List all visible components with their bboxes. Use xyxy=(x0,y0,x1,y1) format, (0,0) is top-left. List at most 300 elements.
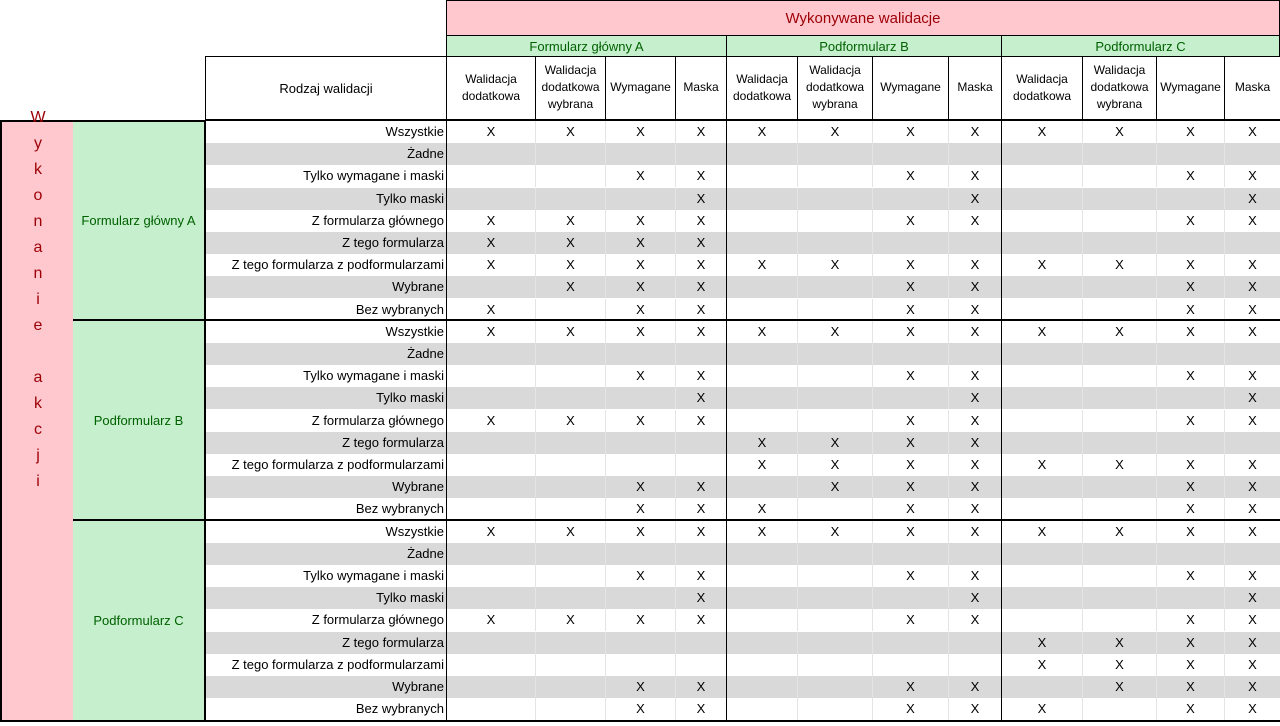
mark-cell[interactable] xyxy=(726,165,797,187)
mark-cell[interactable]: X xyxy=(605,321,675,343)
mark-cell[interactable] xyxy=(872,632,948,654)
mark-cell[interactable]: X xyxy=(446,609,535,631)
mark-cell[interactable] xyxy=(446,165,535,187)
mark-cell[interactable]: X xyxy=(872,432,948,454)
mark-cell[interactable]: X xyxy=(675,210,726,232)
mark-cell[interactable]: X xyxy=(948,454,1001,476)
mark-cell[interactable] xyxy=(1156,143,1224,165)
mark-cell[interactable] xyxy=(797,543,872,565)
mark-cell[interactable] xyxy=(726,276,797,298)
mark-cell[interactable]: X xyxy=(1156,476,1224,498)
mark-cell[interactable]: X xyxy=(675,476,726,498)
mark-cell[interactable]: X xyxy=(675,565,726,587)
mark-cell[interactable]: X xyxy=(1156,210,1224,232)
mark-cell[interactable]: X xyxy=(675,609,726,631)
mark-cell[interactable]: X xyxy=(1156,609,1224,631)
mark-cell[interactable] xyxy=(535,365,605,387)
mark-cell[interactable]: X xyxy=(1224,254,1280,276)
mark-cell[interactable] xyxy=(446,565,535,587)
mark-cell[interactable] xyxy=(605,188,675,210)
mark-cell[interactable] xyxy=(797,387,872,409)
mark-cell[interactable] xyxy=(1001,432,1082,454)
mark-cell[interactable] xyxy=(726,476,797,498)
mark-cell[interactable]: X xyxy=(675,365,726,387)
mark-cell[interactable]: X xyxy=(1224,365,1280,387)
mark-cell[interactable]: X xyxy=(1156,498,1224,520)
mark-cell[interactable]: X xyxy=(1156,365,1224,387)
mark-cell[interactable] xyxy=(446,654,535,676)
mark-cell[interactable]: X xyxy=(535,521,605,543)
mark-cell[interactable]: X xyxy=(446,321,535,343)
mark-cell[interactable]: X xyxy=(605,609,675,631)
mark-cell[interactable] xyxy=(1224,543,1280,565)
mark-cell[interactable]: X xyxy=(675,676,726,698)
mark-cell[interactable]: X xyxy=(1224,565,1280,587)
mark-cell[interactable] xyxy=(726,365,797,387)
mark-cell[interactable]: X xyxy=(1082,254,1156,276)
mark-cell[interactable] xyxy=(797,143,872,165)
mark-cell[interactable]: X xyxy=(446,410,535,432)
mark-cell[interactable] xyxy=(1001,387,1082,409)
mark-cell[interactable]: X xyxy=(446,299,535,321)
mark-cell[interactable]: X xyxy=(872,276,948,298)
mark-cell[interactable]: X xyxy=(797,254,872,276)
mark-cell[interactable] xyxy=(446,387,535,409)
mark-cell[interactable]: X xyxy=(1156,454,1224,476)
mark-cell[interactable] xyxy=(605,587,675,609)
mark-cell[interactable] xyxy=(1001,676,1082,698)
mark-cell[interactable]: X xyxy=(872,321,948,343)
mark-cell[interactable] xyxy=(726,654,797,676)
mark-cell[interactable] xyxy=(535,543,605,565)
mark-cell[interactable] xyxy=(797,343,872,365)
mark-cell[interactable]: X xyxy=(675,698,726,720)
mark-cell[interactable]: X xyxy=(1224,410,1280,432)
mark-cell[interactable]: X xyxy=(1224,188,1280,210)
mark-cell[interactable]: X xyxy=(535,321,605,343)
mark-cell[interactable] xyxy=(446,276,535,298)
mark-cell[interactable]: X xyxy=(1224,521,1280,543)
mark-cell[interactable] xyxy=(535,498,605,520)
mark-cell[interactable]: X xyxy=(605,165,675,187)
mark-cell[interactable] xyxy=(948,343,1001,365)
mark-cell[interactable] xyxy=(1156,232,1224,254)
mark-cell[interactable] xyxy=(1082,210,1156,232)
mark-cell[interactable]: X xyxy=(948,299,1001,321)
mark-cell[interactable]: X xyxy=(1001,454,1082,476)
mark-cell[interactable] xyxy=(535,676,605,698)
mark-cell[interactable]: X xyxy=(1001,654,1082,676)
mark-cell[interactable] xyxy=(1001,143,1082,165)
mark-cell[interactable]: X xyxy=(1156,254,1224,276)
mark-cell[interactable]: X xyxy=(1224,454,1280,476)
mark-cell[interactable]: X xyxy=(797,476,872,498)
mark-cell[interactable] xyxy=(1082,188,1156,210)
mark-cell[interactable]: X xyxy=(605,210,675,232)
mark-cell[interactable] xyxy=(446,476,535,498)
mark-cell[interactable]: X xyxy=(605,565,675,587)
mark-cell[interactable]: X xyxy=(872,498,948,520)
mark-cell[interactable] xyxy=(446,498,535,520)
mark-cell[interactable]: X xyxy=(1156,698,1224,720)
mark-cell[interactable]: X xyxy=(1156,676,1224,698)
mark-cell[interactable]: X xyxy=(726,432,797,454)
mark-cell[interactable]: X xyxy=(1224,387,1280,409)
mark-cell[interactable] xyxy=(1001,343,1082,365)
mark-cell[interactable]: X xyxy=(605,254,675,276)
mark-cell[interactable]: X xyxy=(605,698,675,720)
mark-cell[interactable]: X xyxy=(948,365,1001,387)
mark-cell[interactable]: X xyxy=(605,410,675,432)
mark-cell[interactable] xyxy=(1001,410,1082,432)
mark-cell[interactable] xyxy=(675,454,726,476)
mark-cell[interactable] xyxy=(726,698,797,720)
mark-cell[interactable] xyxy=(1001,498,1082,520)
mark-cell[interactable] xyxy=(1082,432,1156,454)
mark-cell[interactable] xyxy=(1156,543,1224,565)
mark-cell[interactable]: X xyxy=(1224,609,1280,631)
mark-cell[interactable]: X xyxy=(948,609,1001,631)
mark-cell[interactable]: X xyxy=(948,521,1001,543)
mark-cell[interactable]: X xyxy=(675,299,726,321)
mark-cell[interactable] xyxy=(446,632,535,654)
mark-cell[interactable] xyxy=(797,232,872,254)
mark-cell[interactable] xyxy=(446,454,535,476)
mark-cell[interactable] xyxy=(726,632,797,654)
mark-cell[interactable] xyxy=(1001,188,1082,210)
mark-cell[interactable] xyxy=(1224,343,1280,365)
mark-cell[interactable]: X xyxy=(446,521,535,543)
mark-cell[interactable]: X xyxy=(872,299,948,321)
mark-cell[interactable]: X xyxy=(948,698,1001,720)
mark-cell[interactable]: X xyxy=(872,609,948,631)
mark-cell[interactable] xyxy=(446,676,535,698)
mark-cell[interactable]: X xyxy=(872,476,948,498)
mark-cell[interactable]: X xyxy=(948,476,1001,498)
mark-cell[interactable] xyxy=(797,632,872,654)
mark-cell[interactable] xyxy=(1082,143,1156,165)
mark-cell[interactable]: X xyxy=(948,321,1001,343)
mark-cell[interactable]: X xyxy=(1156,121,1224,143)
mark-cell[interactable] xyxy=(1082,276,1156,298)
mark-cell[interactable] xyxy=(446,143,535,165)
mark-cell[interactable]: X xyxy=(1224,654,1280,676)
mark-cell[interactable]: X xyxy=(1224,321,1280,343)
mark-cell[interactable]: X xyxy=(948,587,1001,609)
mark-cell[interactable] xyxy=(1001,476,1082,498)
mark-cell[interactable]: X xyxy=(535,410,605,432)
mark-cell[interactable] xyxy=(872,387,948,409)
mark-cell[interactable] xyxy=(446,543,535,565)
mark-cell[interactable] xyxy=(446,343,535,365)
mark-cell[interactable]: X xyxy=(675,498,726,520)
mark-cell[interactable] xyxy=(1001,565,1082,587)
mark-cell[interactable] xyxy=(948,543,1001,565)
mark-cell[interactable]: X xyxy=(1224,476,1280,498)
mark-cell[interactable]: X xyxy=(1001,632,1082,654)
mark-cell[interactable]: X xyxy=(675,410,726,432)
mark-cell[interactable]: X xyxy=(797,521,872,543)
mark-cell[interactable]: X xyxy=(605,476,675,498)
mark-cell[interactable]: X xyxy=(605,121,675,143)
mark-cell[interactable] xyxy=(535,143,605,165)
mark-cell[interactable] xyxy=(726,410,797,432)
mark-cell[interactable]: X xyxy=(675,587,726,609)
mark-cell[interactable]: X xyxy=(1224,676,1280,698)
mark-cell[interactable] xyxy=(797,565,872,587)
mark-cell[interactable] xyxy=(535,454,605,476)
mark-cell[interactable]: X xyxy=(605,232,675,254)
mark-cell[interactable]: X xyxy=(1082,454,1156,476)
mark-cell[interactable]: X xyxy=(872,521,948,543)
mark-cell[interactable]: X xyxy=(446,210,535,232)
mark-cell[interactable]: X xyxy=(675,321,726,343)
mark-cell[interactable] xyxy=(1001,210,1082,232)
mark-cell[interactable] xyxy=(1224,432,1280,454)
mark-cell[interactable]: X xyxy=(1001,254,1082,276)
mark-cell[interactable]: X xyxy=(726,521,797,543)
mark-cell[interactable] xyxy=(675,432,726,454)
mark-cell[interactable]: X xyxy=(948,188,1001,210)
mark-cell[interactable] xyxy=(446,432,535,454)
mark-cell[interactable]: X xyxy=(948,121,1001,143)
mark-cell[interactable] xyxy=(1082,365,1156,387)
mark-cell[interactable] xyxy=(1082,498,1156,520)
mark-cell[interactable]: X xyxy=(872,565,948,587)
mark-cell[interactable]: X xyxy=(535,254,605,276)
mark-cell[interactable] xyxy=(726,543,797,565)
mark-cell[interactable] xyxy=(726,232,797,254)
mark-cell[interactable]: X xyxy=(1001,698,1082,720)
mark-cell[interactable]: X xyxy=(535,276,605,298)
mark-cell[interactable]: X xyxy=(1001,121,1082,143)
mark-cell[interactable] xyxy=(1082,410,1156,432)
mark-cell[interactable]: X xyxy=(605,498,675,520)
mark-cell[interactable] xyxy=(948,232,1001,254)
mark-cell[interactable]: X xyxy=(948,387,1001,409)
mark-cell[interactable] xyxy=(1001,587,1082,609)
mark-cell[interactable] xyxy=(872,343,948,365)
mark-cell[interactable]: X xyxy=(1082,521,1156,543)
mark-cell[interactable] xyxy=(797,299,872,321)
mark-cell[interactable]: X xyxy=(872,210,948,232)
mark-cell[interactable] xyxy=(797,276,872,298)
mark-cell[interactable]: X xyxy=(872,676,948,698)
mark-cell[interactable] xyxy=(605,543,675,565)
mark-cell[interactable]: X xyxy=(1224,587,1280,609)
mark-cell[interactable] xyxy=(446,365,535,387)
mark-cell[interactable]: X xyxy=(797,432,872,454)
mark-cell[interactable]: X xyxy=(726,498,797,520)
mark-cell[interactable] xyxy=(535,188,605,210)
mark-cell[interactable] xyxy=(872,188,948,210)
mark-cell[interactable] xyxy=(1156,432,1224,454)
mark-cell[interactable]: X xyxy=(675,254,726,276)
mark-cell[interactable] xyxy=(872,587,948,609)
mark-cell[interactable] xyxy=(605,654,675,676)
mark-cell[interactable]: X xyxy=(948,410,1001,432)
mark-cell[interactable]: X xyxy=(1156,654,1224,676)
mark-cell[interactable] xyxy=(1224,232,1280,254)
mark-cell[interactable] xyxy=(1082,543,1156,565)
mark-cell[interactable] xyxy=(675,632,726,654)
mark-cell[interactable] xyxy=(1001,609,1082,631)
mark-cell[interactable] xyxy=(535,476,605,498)
mark-cell[interactable] xyxy=(535,343,605,365)
mark-cell[interactable] xyxy=(605,387,675,409)
mark-cell[interactable] xyxy=(446,698,535,720)
mark-cell[interactable]: X xyxy=(1156,632,1224,654)
mark-cell[interactable]: X xyxy=(1156,565,1224,587)
mark-cell[interactable] xyxy=(1082,698,1156,720)
mark-cell[interactable]: X xyxy=(1082,654,1156,676)
mark-cell[interactable]: X xyxy=(872,121,948,143)
mark-cell[interactable] xyxy=(535,654,605,676)
mark-cell[interactable] xyxy=(726,188,797,210)
mark-cell[interactable]: X xyxy=(605,276,675,298)
mark-cell[interactable]: X xyxy=(726,254,797,276)
mark-cell[interactable]: X xyxy=(675,232,726,254)
mark-cell[interactable] xyxy=(605,454,675,476)
mark-cell[interactable]: X xyxy=(797,321,872,343)
mark-cell[interactable] xyxy=(535,632,605,654)
mark-cell[interactable]: X xyxy=(1156,276,1224,298)
mark-cell[interactable]: X xyxy=(1156,165,1224,187)
mark-cell[interactable] xyxy=(675,654,726,676)
mark-cell[interactable] xyxy=(726,676,797,698)
mark-cell[interactable]: X xyxy=(675,188,726,210)
mark-cell[interactable]: X xyxy=(948,165,1001,187)
mark-cell[interactable] xyxy=(797,676,872,698)
mark-cell[interactable] xyxy=(797,587,872,609)
mark-cell[interactable] xyxy=(797,165,872,187)
mark-cell[interactable] xyxy=(726,210,797,232)
mark-cell[interactable]: X xyxy=(797,121,872,143)
mark-cell[interactable] xyxy=(1001,543,1082,565)
mark-cell[interactable] xyxy=(797,654,872,676)
mark-cell[interactable] xyxy=(605,343,675,365)
mark-cell[interactable] xyxy=(1082,299,1156,321)
mark-cell[interactable] xyxy=(535,165,605,187)
mark-cell[interactable]: X xyxy=(675,276,726,298)
mark-cell[interactable]: X xyxy=(675,121,726,143)
mark-cell[interactable] xyxy=(797,410,872,432)
mark-cell[interactable]: X xyxy=(1082,321,1156,343)
mark-cell[interactable] xyxy=(446,587,535,609)
mark-cell[interactable]: X xyxy=(1224,121,1280,143)
mark-cell[interactable]: X xyxy=(605,521,675,543)
mark-cell[interactable] xyxy=(535,299,605,321)
mark-cell[interactable] xyxy=(446,188,535,210)
mark-cell[interactable] xyxy=(797,609,872,631)
mark-cell[interactable]: X xyxy=(446,121,535,143)
mark-cell[interactable]: X xyxy=(726,321,797,343)
mark-cell[interactable]: X xyxy=(1156,410,1224,432)
mark-cell[interactable]: X xyxy=(1224,299,1280,321)
mark-cell[interactable] xyxy=(726,565,797,587)
mark-cell[interactable] xyxy=(797,698,872,720)
mark-cell[interactable]: X xyxy=(948,432,1001,454)
mark-cell[interactable] xyxy=(797,210,872,232)
mark-cell[interactable] xyxy=(535,565,605,587)
mark-cell[interactable] xyxy=(1156,343,1224,365)
mark-cell[interactable] xyxy=(726,387,797,409)
mark-cell[interactable]: X xyxy=(948,254,1001,276)
mark-cell[interactable] xyxy=(605,432,675,454)
mark-cell[interactable] xyxy=(948,632,1001,654)
mark-cell[interactable]: X xyxy=(872,254,948,276)
mark-cell[interactable] xyxy=(1082,609,1156,631)
mark-cell[interactable] xyxy=(1082,343,1156,365)
mark-cell[interactable] xyxy=(535,432,605,454)
mark-cell[interactable] xyxy=(726,587,797,609)
mark-cell[interactable]: X xyxy=(1224,210,1280,232)
mark-cell[interactable]: X xyxy=(535,210,605,232)
mark-cell[interactable]: X xyxy=(1001,521,1082,543)
mark-cell[interactable]: X xyxy=(605,676,675,698)
mark-cell[interactable]: X xyxy=(1224,698,1280,720)
mark-cell[interactable]: X xyxy=(535,609,605,631)
mark-cell[interactable]: X xyxy=(872,365,948,387)
mark-cell[interactable] xyxy=(1082,387,1156,409)
mark-cell[interactable] xyxy=(1156,188,1224,210)
mark-cell[interactable] xyxy=(726,343,797,365)
mark-cell[interactable]: X xyxy=(797,454,872,476)
mark-cell[interactable] xyxy=(1082,232,1156,254)
mark-cell[interactable]: X xyxy=(675,521,726,543)
mark-cell[interactable]: X xyxy=(1001,321,1082,343)
mark-cell[interactable]: X xyxy=(1082,632,1156,654)
mark-cell[interactable] xyxy=(1082,165,1156,187)
mark-cell[interactable]: X xyxy=(446,232,535,254)
mark-cell[interactable] xyxy=(797,188,872,210)
mark-cell[interactable] xyxy=(726,609,797,631)
mark-cell[interactable]: X xyxy=(1082,121,1156,143)
mark-cell[interactable]: X xyxy=(1156,321,1224,343)
mark-cell[interactable]: X xyxy=(726,454,797,476)
mark-cell[interactable]: X xyxy=(872,698,948,720)
mark-cell[interactable]: X xyxy=(1224,276,1280,298)
mark-cell[interactable]: X xyxy=(1224,498,1280,520)
mark-cell[interactable] xyxy=(797,498,872,520)
mark-cell[interactable] xyxy=(535,698,605,720)
mark-cell[interactable]: X xyxy=(675,387,726,409)
mark-cell[interactable] xyxy=(1001,365,1082,387)
mark-cell[interactable] xyxy=(872,232,948,254)
mark-cell[interactable] xyxy=(1001,232,1082,254)
mark-cell[interactable]: X xyxy=(872,410,948,432)
mark-cell[interactable]: X xyxy=(948,276,1001,298)
mark-cell[interactable] xyxy=(1082,565,1156,587)
mark-cell[interactable]: X xyxy=(535,232,605,254)
mark-cell[interactable] xyxy=(872,143,948,165)
mark-cell[interactable]: X xyxy=(872,165,948,187)
mark-cell[interactable] xyxy=(726,143,797,165)
mark-cell[interactable] xyxy=(948,143,1001,165)
mark-cell[interactable] xyxy=(535,387,605,409)
mark-cell[interactable] xyxy=(1001,299,1082,321)
mark-cell[interactable]: X xyxy=(675,165,726,187)
mark-cell[interactable] xyxy=(1156,387,1224,409)
mark-cell[interactable] xyxy=(535,587,605,609)
mark-cell[interactable]: X xyxy=(948,565,1001,587)
mark-cell[interactable] xyxy=(1001,165,1082,187)
mark-cell[interactable]: X xyxy=(605,299,675,321)
mark-cell[interactable] xyxy=(872,543,948,565)
mark-cell[interactable] xyxy=(1224,143,1280,165)
mark-cell[interactable]: X xyxy=(446,254,535,276)
mark-cell[interactable] xyxy=(797,365,872,387)
